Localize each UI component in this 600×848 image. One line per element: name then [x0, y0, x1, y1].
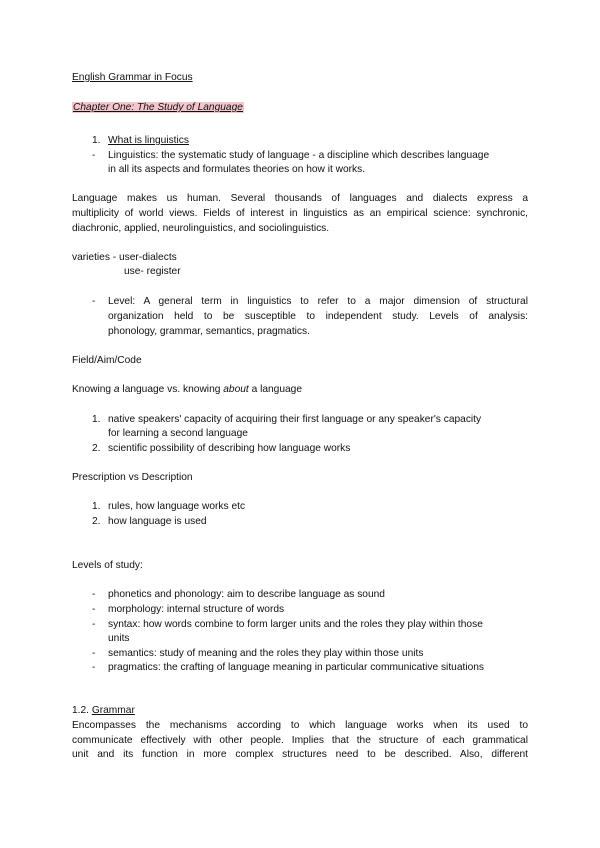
knowing-a: a: [113, 384, 120, 395]
list-item-line: for learning a second language: [108, 428, 248, 439]
list-item-line: units: [108, 633, 130, 644]
list-item-line: scientific possibility of describing how language works: [108, 443, 351, 454]
paragraph-line: Language makes us human. Several thousands of languages and dialects express a: [72, 193, 528, 204]
list-item-line: syntax: how words combine to form larger units and the roles they play within those: [108, 619, 483, 630]
list-item-line: rules, how language works etc: [108, 501, 246, 512]
prescription-heading: Prescription vs Description: [72, 472, 193, 483]
list-number: 2.: [92, 443, 101, 454]
paragraph-line: multiplicity of world views. Fields of interest in linguistics as an empirical science: synchronic,: [72, 208, 528, 219]
definition-line-2: in all its aspects and formulates theories on how it works.: [108, 164, 366, 175]
list-item-line: phonetics and phonology: aim to describe language as sound: [108, 589, 385, 600]
knowing-mid: language vs. knowing: [119, 384, 224, 395]
levels-heading: Levels of study:: [72, 560, 143, 571]
bullet-marker: -: [92, 296, 96, 307]
chapter-title-highlight: Chapter One: The Study of Language: [73, 102, 243, 113]
grammar-heading: Grammar: [91, 705, 135, 716]
knowing-suffix: a language: [248, 384, 303, 395]
level-line: Level: A general term in linguistics to refer to a major dimension of structural: [108, 296, 528, 307]
bullet-marker: -: [92, 150, 96, 161]
knowing-prefix: Knowing: [72, 384, 114, 395]
grammar-number: 1.2.: [72, 705, 92, 716]
varieties-line: varieties - user-dialects: [72, 252, 177, 263]
section-number: 1.: [92, 135, 101, 146]
chapter-title: [72, 101, 244, 116]
paragraph-line: diachronic, applied, neurolinguistics, and sociolinguistics.: [72, 223, 330, 234]
level-line: phonology, grammar, semantics, pragmatics.: [108, 326, 310, 337]
list-number: 1.: [92, 501, 101, 512]
grammar-line: unit and its function in more complex structures need to be described. Also, different: [72, 749, 528, 760]
bullet-marker: -: [92, 648, 96, 659]
bullet-marker: -: [92, 589, 96, 600]
definition-line-1: Linguistics: the systematic study of language - a discipline which describes language: [108, 150, 490, 161]
grammar-line: communicate effectively with other people. Implies that the structure of each grammatical: [72, 735, 528, 746]
list-item-line: how language is used: [108, 516, 207, 527]
knowing-line: [72, 383, 302, 398]
list-item-line: morphology: internal structure of words: [108, 604, 285, 615]
grammar-heading-line: [72, 704, 135, 719]
list-item-line: native speakers' capacity of acquiring their first language or any speaker's capacity: [108, 414, 482, 425]
grammar-line: Encompasses the mechanisms according to which language works when its used to: [72, 720, 528, 731]
knowing-about: about: [223, 384, 249, 395]
list-number: 1.: [92, 414, 101, 425]
section-heading: What is linguistics: [108, 135, 189, 146]
field-aim-code: Field/Aim/Code: [72, 355, 142, 366]
bullet-marker: -: [92, 604, 96, 615]
document-title: English Grammar in Focus: [72, 72, 193, 83]
bullet-marker: -: [92, 619, 96, 630]
bullet-marker: -: [92, 662, 96, 673]
level-line: organization held to be susceptible to independent study. Levels of analysis:: [108, 311, 528, 322]
list-item-line: semantics: study of meaning and the roles they play within those units: [108, 648, 424, 659]
list-number: 2.: [92, 516, 101, 527]
varieties-line: use- register: [124, 266, 181, 277]
list-item-line: pragmatics: the crafting of language meaning in particular communicative situations: [108, 662, 485, 673]
